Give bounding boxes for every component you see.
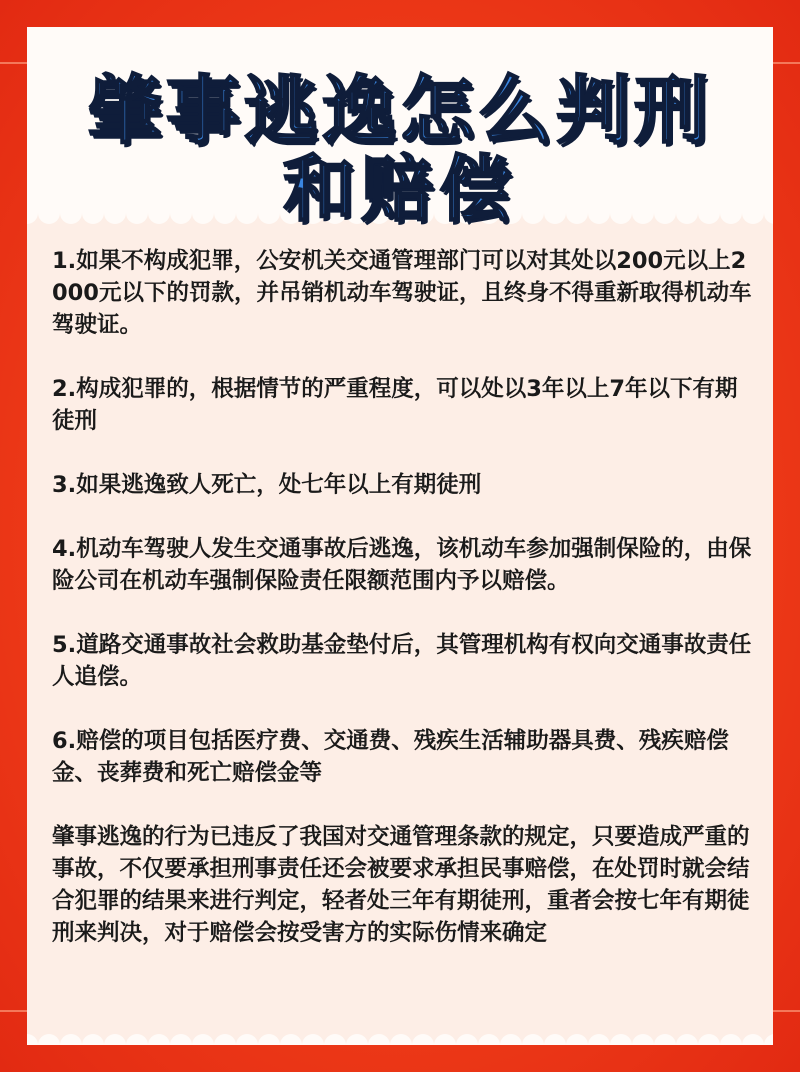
content-card xyxy=(27,27,773,1045)
list-item-3: 3.如果逃逸致人死亡，处七年以上有期徒刑 xyxy=(52,472,482,498)
list-item-5: 5.道路交通事故社会救助基金垫付后，其管理机构有权向交通事故责任人追偿。 xyxy=(52,632,752,690)
page-title-line-1: 肇事逃逸怎么判刑 xyxy=(88,68,712,154)
article-body xyxy=(52,245,752,949)
scallop-divider-bottom xyxy=(27,1023,773,1045)
list-item-2: 2.构成犯罪的，根据情节的严重程度，可以处以3年以上7年以下有期徒刑 xyxy=(52,376,738,434)
page-title-line-2: 和赔偿 xyxy=(282,147,517,231)
list-item-4: 4.机动车驾驶人发生交通事故后逃逸，该机动车参加强制保险的，由保险公司在机动车强制保险责任限额范围内予以赔偿。 xyxy=(52,536,752,594)
list-item-1: 1.如果不构成犯罪，公安机关交通管理部门可以对其处以200元以上2000元以下的罚款，并吊销机动车驾驶证，且终身不得重新取得机动车驾驶证。 xyxy=(52,248,752,338)
summary-paragraph: 肇事逃逸的行为已违反了我国对交通管理条款的规定，只要造成严重的事故，不仅要承担刑事责任还会被要求承担民事赔偿，在处罚时就会结合犯罪的结果来进行判定，轻者处三年有期徒刑，重者会按七年有期徒刑来判决，对于赔偿会按受害方的实际伤情来确定 xyxy=(52,824,750,946)
list-item-6: 6.赔偿的项目包括医疗费、交通费、残疾生活辅助器具费、残疾赔偿金、丧葬费和死亡赔偿金等 xyxy=(52,728,729,786)
